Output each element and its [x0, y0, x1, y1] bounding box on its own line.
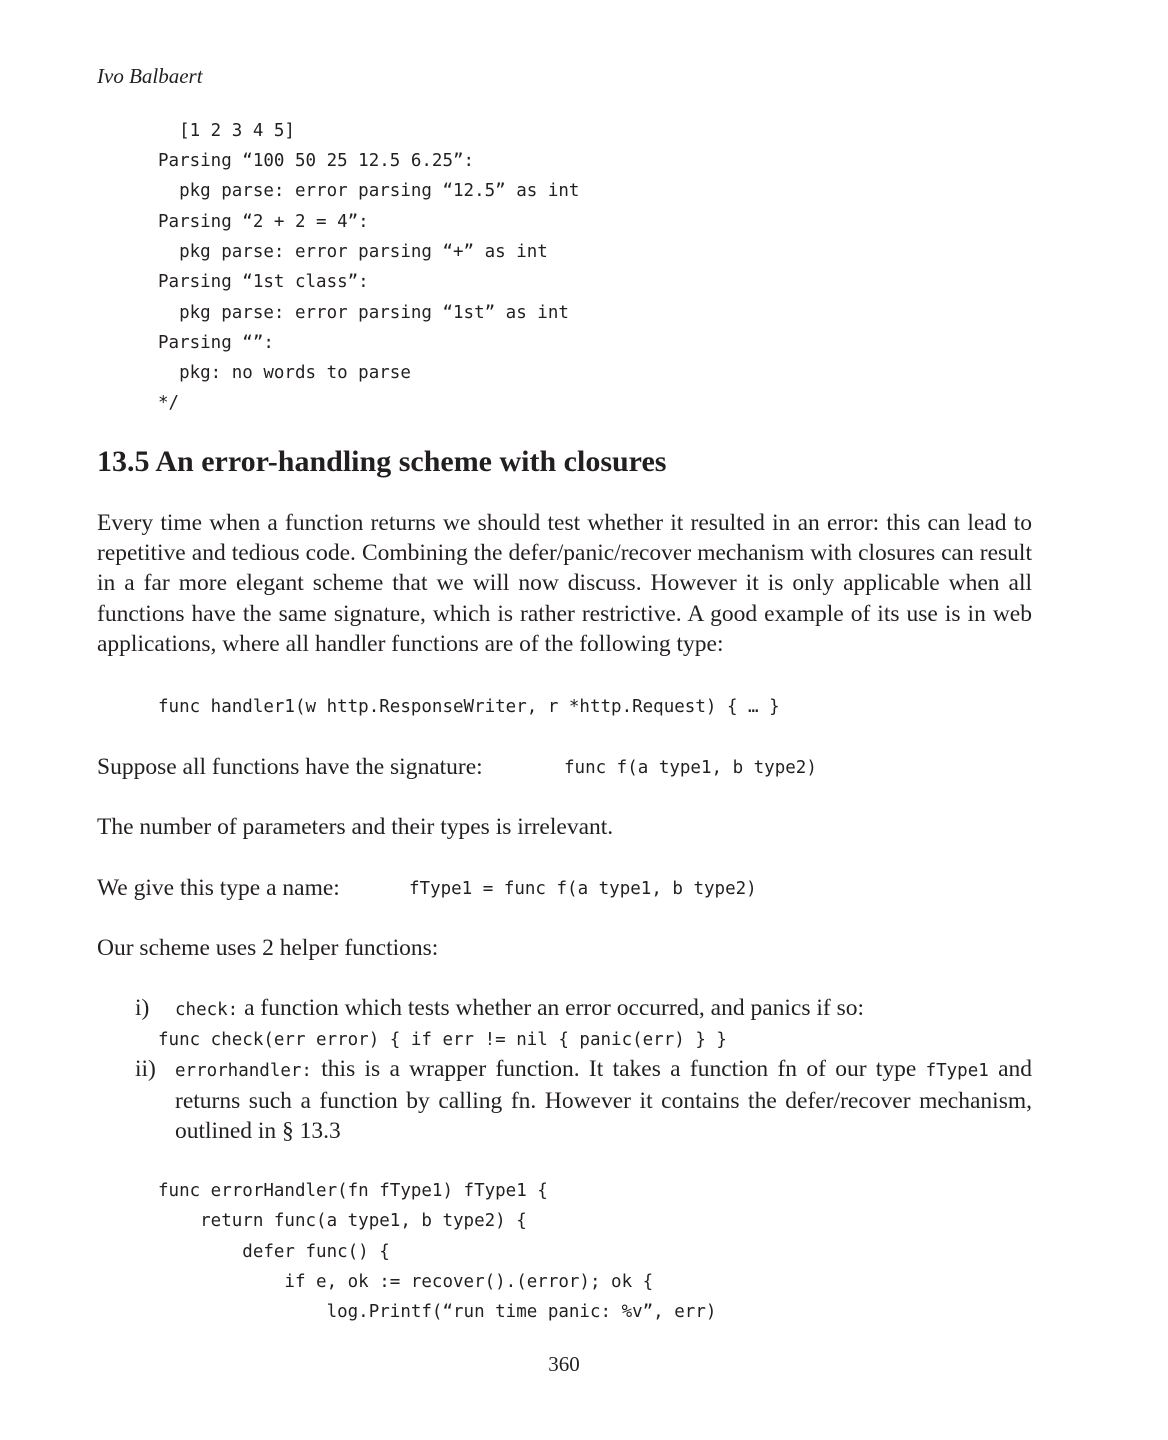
- list-item-text: a function which tests whether an error occurred, and panics if so:: [244, 995, 865, 1021]
- page-number: 360: [548, 1352, 580, 1376]
- list-item-text: this is a wrapper function. It takes a function fn of our type: [321, 1056, 917, 1082]
- signature-code: func f(a type1, b type2): [564, 758, 817, 778]
- code-line: Parsing “1st class”:: [158, 272, 369, 292]
- code-line: defer func() {: [158, 1242, 390, 1262]
- list-marker: i): [135, 995, 150, 1021]
- type-name-code: fType1 = func f(a type1, b type2): [409, 879, 757, 899]
- running-head-author: Ivo Balbaert: [97, 64, 203, 88]
- code-line: */: [158, 393, 180, 413]
- section-heading: 13.5 An error-handling scheme with closures: [97, 445, 667, 478]
- intro-paragraph: Every time when a function returns we should test whether it resulted in an error: this can lead to repetitive and tedious code. Combining the defer/panic/recover mechanism with closures can result in a far more elegant scheme that we will now discuss. However it is only applicable when all functions have the same signature, which is rather restrictive. A good example of its use is in web applications, where all handler functions are of the following type:: [97, 510, 1032, 657]
- code-line: pkg parse: error parsing “1st” as int: [158, 303, 569, 323]
- inline-code: check:: [175, 1000, 239, 1020]
- handler-code-line: func handler1(w http.ResponseWriter, r *http.Request) { … }: [158, 697, 780, 717]
- list-item-text: and returns such a function by calling fn. However it contains the defer/recover mechanism, outlined in § 13.3: [175, 1056, 1033, 1145]
- code-line: if e, ok := recover().(error); ok {: [158, 1272, 654, 1292]
- code-line: Parsing “2 + 2 = 4”:: [158, 212, 369, 232]
- code-line: [1 2 3 4 5]: [158, 121, 295, 141]
- code-line: func errorHandler(fn fType1) fType1 {: [158, 1181, 548, 1201]
- inline-code: fType1: [925, 1061, 989, 1081]
- code-line: Parsing “”:: [158, 333, 274, 353]
- code-line: pkg parse: error parsing “12.5” as int: [158, 181, 580, 201]
- list-item-check: [175, 993, 864, 1025]
- inline-code: errorhandler:: [175, 1061, 312, 1081]
- code-line: return func(a type1, b type2) {: [158, 1211, 527, 1231]
- code-line: Parsing “100 50 25 12.5 6.25”:: [158, 151, 475, 171]
- type-name-sentence: We give this type a name:: [97, 875, 340, 901]
- signature-sentence: Suppose all functions have the signature:: [97, 754, 483, 780]
- code-line: pkg: no words to parse: [158, 363, 411, 383]
- helpers-intro: Our scheme uses 2 helper functions:: [97, 935, 439, 961]
- list-item-errorhandler: [175, 1054, 1032, 1147]
- code-line: pkg parse: error parsing “+” as int: [158, 242, 548, 262]
- list-marker: ii): [135, 1056, 156, 1082]
- check-code-line: func check(err error) { if err != nil { panic(err) } }: [158, 1030, 727, 1050]
- parameters-note: The number of parameters and their types is irrelevant.: [97, 814, 614, 840]
- code-line: log.Printf(“run time panic: %v”, err): [158, 1302, 717, 1322]
